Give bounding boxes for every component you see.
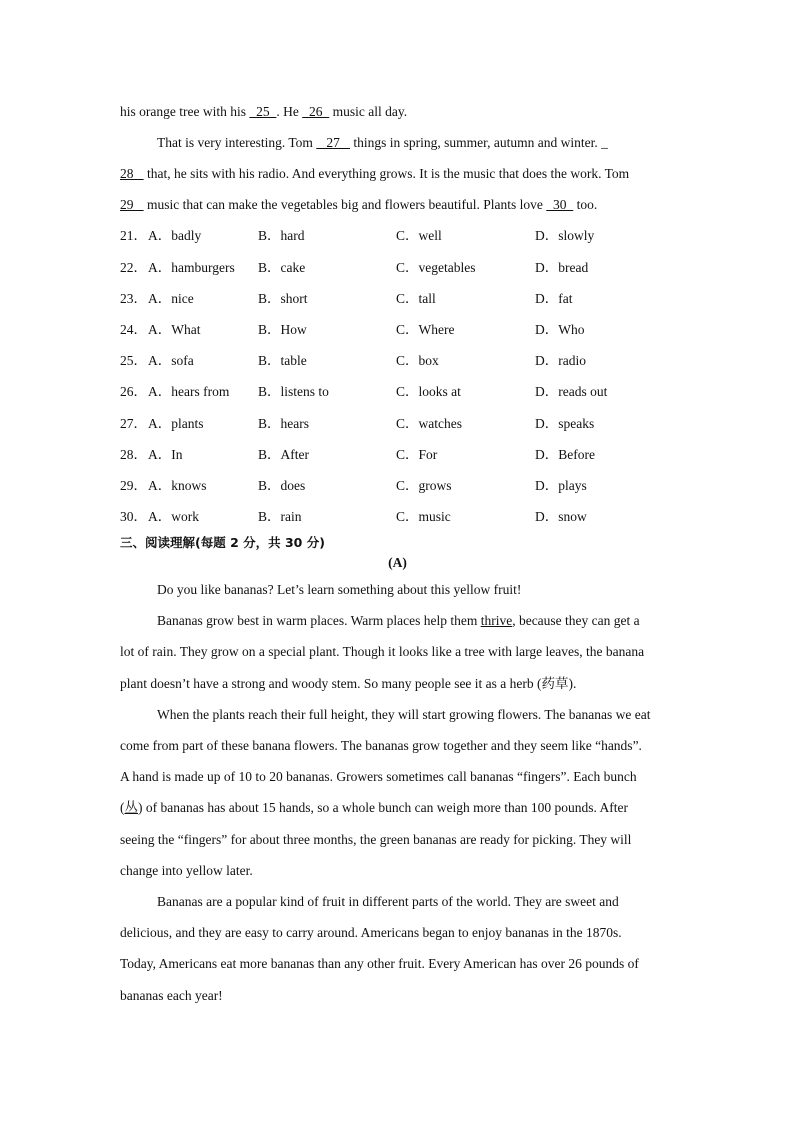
option-b: B．table	[258, 353, 307, 368]
text: music all day.	[329, 104, 408, 119]
option-d: D．Who	[535, 322, 585, 337]
text: Bananas grow best in warm places. Warm places help them	[157, 613, 481, 628]
option-c: C．music	[396, 509, 451, 524]
text: _	[601, 135, 608, 150]
option-d: D．bread	[535, 260, 589, 275]
option-b: B．short	[258, 291, 308, 306]
cloze-line-1	[120, 103, 675, 121]
option-b: B．listens to	[258, 384, 329, 399]
option-a: A．sofa	[148, 353, 194, 368]
text: ) of bananas has about 15 hands, so a whole bunch can weigh more than 100 pounds. After	[138, 800, 629, 815]
question-number: 29．	[120, 478, 147, 493]
option-d: D．radio	[535, 353, 586, 368]
option-b: B．cake	[258, 260, 306, 275]
option-a: A．What	[148, 322, 201, 337]
blank-30: 30	[546, 197, 574, 212]
passage-line: Today, Americans eat more bananas than any other fruit. Every American has over 26 pounds of	[120, 956, 639, 971]
passage-line: A hand is made up of 10 to 20 bananas. Growers sometimes call bananas “fingers”. Each bunch	[120, 769, 637, 784]
text: things in spring, summer, autumn and winter.	[350, 135, 602, 150]
option-d: D．reads out	[535, 384, 608, 399]
passage-line: lot of rain. They grow on a special plant. Though it looks like a tree with large leaves, the banana	[120, 644, 645, 659]
question-number: 25．	[120, 353, 147, 368]
option-a: A．plants	[148, 416, 204, 431]
passage-line: Do you like bananas? Let’s learn something about this yellow fruit!	[157, 582, 522, 597]
question-number: 27．	[120, 416, 147, 431]
passage-line	[120, 612, 675, 630]
cloze-line-3	[120, 165, 675, 183]
passage-line	[120, 799, 675, 817]
option-c: C．vegetables	[396, 260, 476, 275]
question-number: 30．	[120, 509, 147, 524]
option-d: D．slowly	[535, 228, 595, 243]
blank-29: 29	[120, 197, 134, 212]
text: that, he sits with his radio. And everything grows. It is the music that does the work. Tom	[143, 166, 630, 181]
text: , because they can get a	[512, 613, 640, 628]
passage-line: plant doesn’t have a strong and woody stem. So many people see it as a herb (药草).	[120, 676, 577, 691]
passage-line: Bananas are a popular kind of fruit in different parts of the world. They are sweet and	[157, 894, 619, 909]
option-d: D．Before	[535, 447, 595, 462]
blank-28: 28	[120, 166, 134, 181]
option-b: B．How	[258, 322, 307, 337]
question-number: 21．	[120, 228, 147, 243]
question-number: 26．	[120, 384, 147, 399]
passage-line: When the plants reach their full height, they will start growing flowers. The bananas we eat	[157, 707, 651, 722]
option-d: D．speaks	[535, 416, 595, 431]
option-a: A．nice	[148, 291, 194, 306]
option-b: B．rain	[258, 509, 302, 524]
option-b: B．After	[258, 447, 309, 462]
option-b: B．hard	[258, 228, 305, 243]
option-b: B．hears	[258, 416, 309, 431]
passage-label: (A)	[388, 555, 407, 570]
question-number: 23．	[120, 291, 147, 306]
option-c: C．well	[396, 228, 442, 243]
text: too.	[573, 197, 598, 212]
blank-25: 25	[249, 104, 277, 119]
cloze-line-4	[120, 196, 675, 214]
passage-line: come from part of these banana flowers. The bananas grow together and they seem like “hands”.	[120, 738, 642, 753]
passage-line: delicious, and they are easy to carry around. Americans began to enjoy bananas in the 1870s.	[120, 925, 622, 940]
passage-line: bananas each year!	[120, 988, 223, 1003]
option-d: D．fat	[535, 291, 573, 306]
blank-27: 27	[316, 135, 351, 150]
option-a: A．hamburgers	[148, 260, 235, 275]
underlined-word: 丛	[124, 800, 138, 815]
option-a: A．hears from	[148, 384, 230, 399]
option-a: A．badly	[148, 228, 202, 243]
passage-line: change into yellow later.	[120, 863, 253, 878]
question-number: 22．	[120, 260, 147, 275]
text: music that can make the vegetables big and flowers beautiful. Plants love	[143, 197, 547, 212]
option-c: C．grows	[396, 478, 452, 493]
option-a: A．knows	[148, 478, 207, 493]
section-heading: 三、阅读理解(每题 2 分，共 30 分)	[120, 535, 325, 550]
text: . He	[276, 104, 303, 119]
option-c: C．For	[396, 447, 438, 462]
option-a: A．In	[148, 447, 183, 462]
option-c: C．looks at	[396, 384, 461, 399]
option-c: C．tall	[396, 291, 436, 306]
option-b: B．does	[258, 478, 306, 493]
question-number: 24．	[120, 322, 147, 337]
text: his orange tree with his	[120, 104, 250, 119]
option-d: D．snow	[535, 509, 587, 524]
passage-line: seeing the “fingers” for about three months, the green bananas are ready for picking. They will	[120, 832, 632, 847]
cloze-line-2	[120, 134, 675, 152]
option-c: C．box	[396, 353, 439, 368]
underlined-word: thrive	[480, 613, 513, 628]
option-a: A．work	[148, 509, 199, 524]
option-c: C．Where	[396, 322, 455, 337]
option-c: C．watches	[396, 416, 462, 431]
text: That is very interesting. Tom	[157, 135, 317, 150]
option-d: D．plays	[535, 478, 587, 493]
blank-26: 26	[302, 104, 330, 119]
text: (	[120, 800, 125, 815]
question-number: 28．	[120, 447, 147, 462]
